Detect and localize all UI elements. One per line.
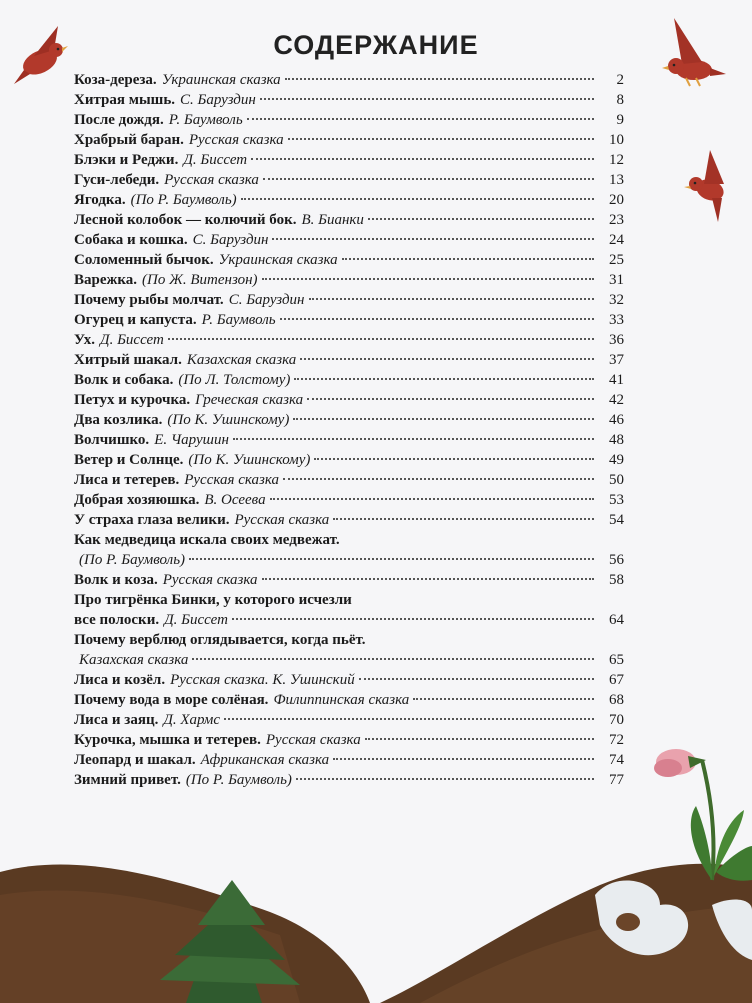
toc-entry-page: 12 — [609, 152, 624, 168]
toc-entry-author: С. Баруздин — [180, 92, 256, 108]
toc-entry-title: Лиса и тетерев. — [74, 472, 180, 488]
toc-entry — [74, 510, 624, 530]
toc-entry-page: 70 — [609, 712, 624, 728]
toc-entry-line — [74, 750, 624, 770]
toc-entry — [74, 70, 624, 90]
toc-entry — [74, 730, 624, 750]
dot-leader — [365, 738, 594, 740]
toc-entry-author: (По Р. Баумволь) — [185, 772, 292, 788]
toc-entry-author: Русская сказка — [184, 472, 280, 488]
toc-entry-author: Д. Биссет — [100, 332, 164, 348]
dot-leader — [294, 378, 594, 380]
toc-entry-title: Ух. — [74, 332, 96, 348]
toc-entry-line — [74, 510, 624, 530]
toc-entry-page: 36 — [609, 332, 624, 348]
dot-leader — [314, 458, 594, 460]
toc-entry-title-continued: все полоски. — [74, 612, 160, 628]
toc-entry-author: (По Ж. Витензон) — [142, 272, 258, 288]
toc-entry-line — [74, 490, 624, 510]
toc-entry — [74, 690, 624, 710]
toc-entry-page: 68 — [609, 692, 624, 708]
toc-entry-page: 32 — [609, 292, 624, 308]
toc-entry-title: Собака и кошка. — [74, 232, 188, 248]
hill-illustration — [0, 864, 752, 1003]
toc-entry-line — [74, 650, 624, 670]
dot-leader — [232, 618, 594, 620]
toc-entry-author: (По К. Ушинскому) — [188, 452, 311, 468]
dot-leader — [192, 658, 594, 660]
toc-entry — [74, 750, 624, 770]
toc-entry — [74, 90, 624, 110]
toc-entry-line — [74, 570, 624, 590]
toc-entry-title: Почему верблюд оглядывается, когда пьёт. — [74, 632, 366, 648]
toc-entry-author: Русская сказка — [265, 732, 361, 748]
toc-entry-page: 31 — [609, 272, 624, 288]
toc-entry-title: Лиса и заяц. — [74, 712, 159, 728]
toc-entry-page: 65 — [609, 652, 624, 668]
toc-entry-author: Казахская сказка — [79, 652, 189, 668]
toc-entry-page: 49 — [609, 452, 624, 468]
toc-entry-title: Волк и собака. — [74, 372, 174, 388]
dot-leader — [285, 78, 594, 80]
toc-entry-author: Филиппинская сказка — [273, 692, 410, 708]
toc-entry-page: 23 — [609, 212, 624, 228]
toc-entry-author: В. Бианки — [301, 212, 364, 228]
dot-leader — [283, 478, 594, 480]
toc-entry-title: Коза-дереза. — [74, 72, 157, 88]
toc-entry-line — [74, 550, 624, 570]
toc-entry-author: (По Л. Толстому) — [178, 372, 291, 388]
toc-entry-title: Ягодка. — [74, 192, 126, 208]
dot-leader — [224, 718, 594, 720]
dot-leader — [333, 518, 594, 520]
toc-entry-page: 48 — [609, 432, 624, 448]
toc-entry — [74, 170, 624, 190]
dot-leader — [307, 398, 594, 400]
toc-entry-line — [74, 710, 624, 730]
toc-entry-page: 46 — [609, 412, 624, 428]
toc-entry — [74, 670, 624, 690]
toc-entry-title: Курочка, мышка и тетерев. — [74, 732, 261, 748]
toc-entry-author: Русская сказка — [188, 132, 284, 148]
toc-entry-author: (По Р. Баумволь) — [79, 552, 186, 568]
dot-leader — [293, 418, 594, 420]
dot-leader — [413, 698, 594, 700]
dot-leader — [189, 558, 594, 560]
toc-entry-line — [74, 90, 624, 110]
toc-entry — [74, 250, 624, 270]
toc-entry-author: Русская сказка. К. Ушинский — [170, 672, 355, 688]
toc-entry-title: Как медведица искала своих медвежат. — [74, 532, 340, 548]
toc-entry — [74, 290, 624, 310]
toc-entry-title: Два козлика. — [74, 412, 163, 428]
dot-leader — [241, 198, 594, 200]
toc-entry-title: Лесной колобок — колючий бок. — [74, 212, 297, 228]
toc-entry-page: 67 — [609, 672, 624, 688]
toc-entry-page: 9 — [616, 112, 624, 128]
toc-entry-line — [74, 210, 624, 230]
toc-entry-line — [74, 70, 624, 90]
toc-entry — [74, 110, 624, 130]
toc-entry-page: 77 — [609, 772, 624, 788]
dot-leader — [251, 158, 594, 160]
toc-entry — [74, 470, 624, 490]
toc-entry — [74, 430, 624, 450]
toc-entry — [74, 570, 624, 590]
dot-leader — [342, 258, 594, 260]
toc-entry — [74, 210, 624, 230]
toc-entry-line — [74, 670, 624, 690]
toc-entry-author: Африканская сказка — [200, 752, 330, 768]
toc-entry-title: Блэки и Реджи. — [74, 152, 179, 168]
toc-entry-page: 10 — [609, 132, 624, 148]
dot-leader — [263, 178, 594, 180]
toc-entry — [74, 630, 624, 670]
toc-entry-title: Почему рыбы молчат. — [74, 292, 224, 308]
toc-entry-page: 72 — [609, 732, 624, 748]
toc-entry-title: Петух и курочка. — [74, 392, 191, 408]
dot-leader — [368, 218, 594, 220]
toc-entry — [74, 710, 624, 730]
toc-entry — [74, 150, 624, 170]
toc-entry-author: Казахская сказка — [186, 352, 297, 368]
dot-leader — [272, 238, 594, 240]
toc-entry-author: Д. Биссет — [164, 612, 228, 628]
toc-entry-page: 58 — [609, 572, 624, 588]
toc-entry-title: Волк и коза. — [74, 572, 158, 588]
toc-entry-author: Р. Баумволь — [201, 312, 276, 328]
tree-illustration — [160, 880, 300, 1003]
toc-entry-title: У страха глаза велики. — [74, 512, 230, 528]
toc-entry — [74, 370, 624, 390]
flower-illustration — [654, 749, 752, 881]
toc-entry-author: Русская сказка — [162, 572, 258, 588]
toc-entry-title: Почему вода в море солёная. — [74, 692, 269, 708]
toc-entry-title: Про тигрёнка Бинки, у которого исчезли — [74, 592, 352, 608]
toc-entry-line — [74, 190, 624, 210]
toc-entry-title: Лиса и козёл. — [74, 672, 166, 688]
toc-entry-title: Соломенный бычок. — [74, 252, 214, 268]
toc-entry-line — [74, 590, 624, 610]
toc-entry — [74, 130, 624, 150]
toc-entry-title: Огурец и капуста. — [74, 312, 197, 328]
toc-entry-line — [74, 530, 624, 550]
toc-entry-author: С. Баруздин — [228, 292, 305, 308]
toc-entry-title: Хитрый шакал. — [74, 352, 182, 368]
toc-entry-author: В. Осеева — [204, 492, 266, 508]
toc-entry — [74, 270, 624, 290]
toc-entry — [74, 490, 624, 510]
dot-leader — [296, 778, 594, 780]
toc-entry-title: Гуси-лебеди. — [74, 172, 160, 188]
toc-entry-page: 2 — [616, 72, 624, 88]
dot-leader — [262, 278, 594, 280]
toc-entry-line — [74, 330, 624, 350]
dot-leader — [288, 138, 594, 140]
toc-entry-line — [74, 150, 624, 170]
toc-entry-line — [74, 110, 624, 130]
toc-entry — [74, 530, 624, 570]
toc-entry-line — [74, 630, 624, 650]
toc-entry-page: 8 — [616, 92, 624, 108]
toc-entry-page: 25 — [609, 252, 624, 268]
toc-entry-page: 37 — [609, 352, 624, 368]
toc-entry-author: Русская сказка — [234, 512, 330, 528]
toc-entry-line — [74, 170, 624, 190]
toc-entry — [74, 590, 624, 630]
toc-entry-line — [74, 470, 624, 490]
dot-leader — [168, 338, 594, 340]
dot-leader — [359, 678, 594, 680]
toc-entry-page: 53 — [609, 492, 624, 508]
dot-leader — [233, 438, 594, 440]
toc-entry-page: 33 — [609, 312, 624, 328]
toc-entry-page: 74 — [609, 752, 624, 768]
toc-entry-page: 64 — [609, 612, 624, 628]
toc-entry-page: 50 — [609, 472, 624, 488]
toc-entry-author: С. Баруздин — [192, 232, 269, 248]
toc-entry — [74, 230, 624, 250]
toc-entry-title: Зимний привет. — [74, 772, 181, 788]
toc-entry — [74, 450, 624, 470]
dot-leader — [309, 298, 595, 300]
toc-entry-author: Украинская сказка — [161, 72, 281, 88]
toc-entry-line — [74, 730, 624, 750]
toc-entry-line — [74, 610, 624, 630]
toc-entry — [74, 310, 624, 330]
toc-entry — [74, 770, 624, 790]
toc-entry — [74, 390, 624, 410]
toc-entry-line — [74, 130, 624, 150]
toc-entry-author: Д. Биссет — [183, 152, 248, 168]
toc-entry-author: (По Р. Баумволь) — [130, 192, 237, 208]
toc-entry — [74, 410, 624, 430]
toc-entry — [74, 330, 624, 350]
toc-entry-page: 42 — [609, 392, 624, 408]
toc-entry-title: Добрая хозяюшка. — [74, 492, 200, 508]
toc-entry-author: Д. Хармс — [163, 712, 221, 728]
toc-entry-author: Р. Баумволь — [168, 112, 243, 128]
toc-entry-line — [74, 390, 624, 410]
toc-entry-author: Русская сказка — [164, 172, 259, 188]
toc-entry-line — [74, 310, 624, 330]
dot-leader — [300, 358, 594, 360]
toc-entry-page: 54 — [609, 512, 624, 528]
toc-entry-title: Волчишко. — [74, 432, 150, 448]
toc-entry-line — [74, 690, 624, 710]
toc-entry — [74, 190, 624, 210]
toc-entry-author: Украинская сказка — [218, 252, 338, 268]
table-of-contents — [74, 70, 624, 790]
dot-leader — [333, 758, 594, 760]
bird-illustration — [684, 150, 727, 222]
dot-leader — [280, 318, 594, 320]
toc-entry-line — [74, 370, 624, 390]
toc-entry-author: Е. Чарушин — [154, 432, 229, 448]
page-title: СОДЕРЖАНИЕ — [273, 30, 479, 60]
toc-entry-page: 24 — [609, 232, 624, 248]
toc-entry-line — [74, 450, 624, 470]
toc-entry-line — [74, 250, 624, 270]
dot-leader — [262, 578, 594, 580]
toc-entry-author: (По К. Ушинскому) — [167, 412, 290, 428]
toc-entry-line — [74, 350, 624, 370]
toc-entry-title: Храбрый баран. — [74, 132, 184, 148]
toc-entry-line — [74, 430, 624, 450]
toc-entry-line — [74, 230, 624, 250]
toc-entry-line — [74, 290, 624, 310]
dot-leader — [270, 498, 594, 500]
toc-entry-line — [74, 270, 624, 290]
dot-leader — [260, 98, 594, 100]
toc-entry-title: Леопард и шакал. — [74, 752, 196, 768]
toc-entry-title: Хитрая мышь. — [74, 92, 176, 108]
toc-entry-page: 13 — [609, 172, 624, 188]
toc-entry-author: Греческая сказка — [195, 392, 304, 408]
toc-entry-page: 20 — [609, 192, 624, 208]
toc-entry-title: Варежка. — [74, 272, 138, 288]
toc-entry-title: После дождя. — [74, 112, 164, 128]
toc-entry-page: 41 — [609, 372, 624, 388]
dot-leader — [247, 118, 594, 120]
toc-entry-line — [74, 410, 624, 430]
toc-entry-line — [74, 770, 624, 790]
toc-entry-title: Ветер и Солнце. — [74, 452, 184, 468]
toc-entry-page: 56 — [609, 552, 624, 568]
toc-entry — [74, 350, 624, 370]
